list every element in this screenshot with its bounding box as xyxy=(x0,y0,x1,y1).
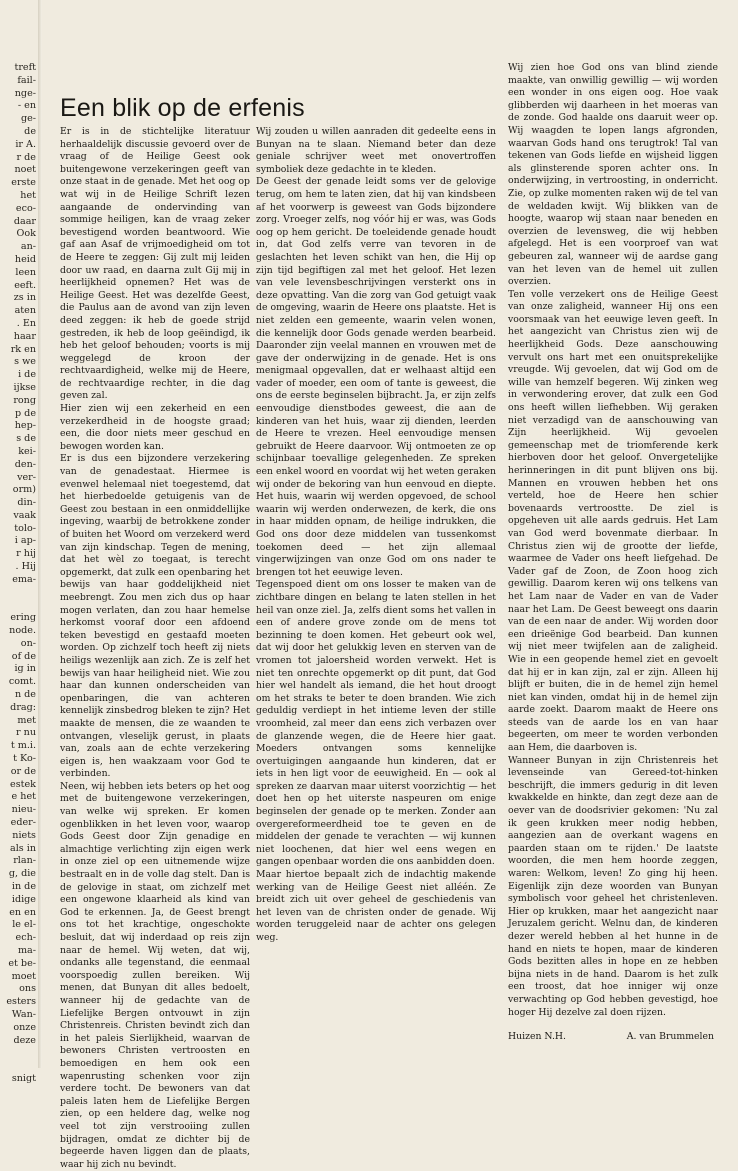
fragment-line: den- xyxy=(14,458,36,470)
paragraph: Er is in de stichtelijke literatuur herhaaldelijk discussie gevoerd over de vraag of de Heilige Geest ook buitengewone verzekeringen geeft van onze staat in de genade. Met het oog op wat wij in de Heilige Schrift lezen aangaande de ondervinding van sommige heiligen, kan de vraag zeker bevestigend worden beantwoord. Wie gaf aan Asaf de vrijmoedigheid om tot de Heere te zeggen: Gij zult mij leiden door uw raad, en daarna zult Gij mij in heerlijkheid opnemen? Het was de Heilige Geest. Het was dezelfde Geest, die Paulus aan de avond van zijn leven deed zeggen: ik heb de goede strijd gestreden, ik heb de loop geëindigd, ik heb het geloof behouden; voorts is mij weggelegd de kroon der rechtvaardigheid, welke mij de Heere, de rechtvaardige rechter, in die dag geven zal. xyxy=(60,126,250,402)
fragment-line: s we xyxy=(14,356,36,368)
fragment-line: zs in xyxy=(13,292,36,304)
fragment-line: le el- xyxy=(12,919,36,931)
fragment-line: et be- xyxy=(8,957,36,969)
fragment-line: . En xyxy=(16,317,36,329)
fragment-line: in de xyxy=(11,881,36,892)
fragment-line: or de xyxy=(10,765,36,777)
page-fold-shadow xyxy=(38,0,42,1068)
fragment-line: aten xyxy=(14,305,36,317)
fragment-line: node. xyxy=(9,625,36,637)
fragment-line: r hij xyxy=(16,548,36,560)
paragraph: Wanneer Bunyan in zijn Christenreis het levenseinde van Gereed-tot-hinken beschrijft, die immers gedurig in dit leven kwakkelde en hinkte, dan zegt deze aan de oever van de doodsrivier gekomen: 'Nu zal ik geen krukken meer nodig hebben, aangezien aan de overkant wagens en paarden staan om te rijden.' De laatste woorden, die men hem hoorde zeggen, waren: Welkom, leven! Zo ging hij heen. Eigenlijk zijn deze woorden van Bunyan symbolisch voor geheel het christenleven. Hier op krukken, maar het aangezicht naar Jeruzalem gericht. Welnu dan, de kinderen dezer wereld hebben al het hunne in de hand en niets te hopen, maar de kinderen Gods bezitten alles in hope en ze hebben bijna niets in de hand. Daarom is het zulk een troost, dat hoe inniger wij onze verwachting op God hebben gevestigd, hoe hoger Hij dezelve zal doen rijzen. xyxy=(508,754,718,1018)
fragment-line: de xyxy=(24,125,36,137)
fragment-line: din- xyxy=(17,497,36,509)
fragment-line xyxy=(0,1060,36,1073)
paragraph: Tegenspoed dient om ons losser te maken van de zichtbare dingen en belang te laten stellen in het heil van onze ziel. Ja, zelfs dient soms het vallen in een of andere grove zonde om de mens tot bezinning te doen komen. Het gebeurt ook wel, dat wij door het gelukkig leven en sterven van de vromen tot jaloersheid worden verwekt. Het is niet ten onrechte opgemerkt op dit punt, dat God hier wel handelt als iemand, die het hout droogt om het straks te beter te doen branden. Wie zich geduldig verdiept in het intieme leven der stille vroomheid, zal meer dan eens zich verbazen over de glanzende wegen, die de Heere hier gaat. Moeders ontvangen soms kennelijke overtuigingen aangaande hun kinderen, dat er iets in hen ligt voor de eeuwigheid. En — ook al spreken ze daarvan maar uiterst voorzichtig — het doet hen op het uiterste naspeuren om enige beginselen der genade op te merken. Zonder aan overgereformeerdheid toe te geven en de middelen der genade te verachten — wij kunnen niet loochenen, dat hier wel eens wegen en gangen openbaar worden die ons aanbidden doen. xyxy=(256,579,496,868)
fragment-line: als in xyxy=(9,842,36,854)
fragment-line: i de xyxy=(18,369,36,381)
signature-author: A. van Brummelen xyxy=(626,1031,714,1043)
fragment-line: vaak xyxy=(13,509,36,521)
fragment-line: kei- xyxy=(18,445,36,457)
fragment-line: s de xyxy=(16,433,36,445)
fragment-line: ir A. xyxy=(15,138,36,150)
fragment-line: orm) xyxy=(12,484,36,496)
fragment-line: ema- xyxy=(12,573,36,585)
fragment-line: ering xyxy=(10,612,36,624)
fragment-line: nge- xyxy=(14,87,36,99)
fragment-line: ig in xyxy=(14,663,36,675)
fragment-line: onze xyxy=(13,1021,36,1033)
fragment-line: ech- xyxy=(15,932,36,944)
fragment-line: hep- xyxy=(14,420,36,432)
fragment-line: t Ko- xyxy=(13,753,36,765)
fragment-line: het xyxy=(20,189,36,201)
fragment-line: deze xyxy=(13,1034,36,1046)
fragment-line: e het xyxy=(11,791,36,803)
fragment-line: rlan- xyxy=(13,855,36,867)
paragraph: Er is dus een bijzondere verzekering van de genadestaat. Hiermee is evenwel helemaal niet toegestemd, dat het hierbedoelde getuigenis van de Geest zou bestaan in een onmiddellijke ingeving, waarbij de betrokkene zonder of buiten het Woord om verzekerd werd van zijn kindschap. Tegen de mening, dat het wèl zo toegaat, is terecht opgemerkt, dat zulk een openbaring het bewijs van haar goddelijkheid niet meebrengt. Zou men zich dus op haar mogen verlaten, dan zou haar hemelse herkomst vooraf door een afdoend teken bevestigd en gestaafd moeten worden. Op zichzelf toch heeft zij niets heiligs wezenlijk aan zich. Ze is zelf het bewijs van haar heiligheid niet. Wie zou haar dan kunnen onderscheiden van openbaringen, die van achteren kennelijk zinsbedrog bleken te zijn? Het maakte de mensen, die ze waanden te ontvangen, vleselijk gerust, in plaats van, zoals aan de echte verzekering eigen is, hen waakzaam voor God te verbinden. xyxy=(60,453,250,780)
fragment-line: eco- xyxy=(15,202,36,214)
fragment-line: rong xyxy=(13,394,36,406)
fragment-line: n de xyxy=(14,689,36,701)
fragment-line: r nu xyxy=(16,727,36,739)
signature-place: Huizen N.H. xyxy=(508,1031,566,1043)
paragraph: Hier zien wij een zekerheid en een verzekerdheid in de hoogste graad; een, die door niets meer geschud en bewogen worden kan. xyxy=(60,403,250,452)
fragment-line: comt. xyxy=(8,676,36,688)
fragment-line xyxy=(0,599,36,612)
signature-line xyxy=(508,1031,718,1044)
fragment-line: nieu- xyxy=(11,804,36,816)
fragment-line: noet xyxy=(14,164,36,176)
fragment-line: i ap- xyxy=(14,535,36,547)
fragment-line: ver- xyxy=(17,471,36,483)
fragment-line: r de xyxy=(16,151,36,163)
fragment-line: moet xyxy=(11,970,36,982)
fragment-line: en en xyxy=(9,906,36,918)
fragment-line xyxy=(0,587,36,600)
fragment-line: ma- xyxy=(17,944,36,956)
paragraph: Ten volle verzekert ons de Heilige Geest van onze zaligheid, wanneer Hij ons een voorsmaak van het eeuwige leven geeft. In het aangezicht van Christus zien wij de heerlijkheid Gods. Deze aanschouwing vervult ons hart met een onuitsprekelijke vreugde. Wij gevoelen, dat wij God om de wille van hemzelf begeren. Wij zinken weg in verwondering erover, dat zulk een God ons heeft willen liefhebben. Wij geraken niet verzadigd van de aanschouwing van Zijn heerlijkheid. Wij gevoelen gemeenschap met de triomferende kerk hierboven door het geloof. Onvergetelijke herinneringen in dit punt blijven ons bij. Mannen en vrouwen hebben het ons verteld, hoe de Heere hen schier bovenaards vertroostte. De ziel is opgeheven uit alle aards gedruis. Het Lam van God werd bovenmate dierbaar. In Christus zien wij de grootte der liefde, waarmee de Vader ons heeft liefgehad. De Vader gaf de Zoon, de Zoon hoog zich gewillig. Daarom keren wij ons telkens van het Lam naar de Vader en van de Vader naar het Lam. De Geest beweegt ons daarin van de een naar de ander. Wij worden door een drieënige God bearbeid. Dan kunnen wij niet meer twijfelen aan de zaligheid. Wie in een geopende hemel ziet en gevoelt dat hij er in kan zijn, zal er zijn. Alleen hij blijft er buiten, die in de hemel zijn hemel niet kan vinden, omdat hij in de hemel zijn aarde zoekt. Daarom maakt de Heere ons steeds van de aarde los en van haar begeerten, om meer te worden verbonden aan Hem, die daarboven is. xyxy=(508,288,718,754)
paragraph: Wij zouden u willen aanraden dit gedeelte eens in Bunyan na te slaan. Niemand beter dan deze geniale schrijver weet met onovertroffen symboliek deze gedachte in te kleden. xyxy=(256,126,496,175)
article-column-2 xyxy=(256,126,496,1026)
previous-page-fragment xyxy=(0,62,36,1084)
fragment-line: heid xyxy=(14,253,36,265)
fragment-line: g, die xyxy=(8,868,36,880)
fragment-line: fail- xyxy=(17,74,36,86)
paragraph: Wij zien hoe God ons van blind ziende maakte, van onwillig gewillig — wij worden een wonder in ons eigen oog. Hoe vaak glibberden wij daarheen in het moeras van de zonde. God haalde ons daaruit weer op. Wij waagden te lopen langs afgronden, waarvan Gods hand ons terugtrok! Tal van tekenen van Gods liefde en wijsheid liggen als glinsterende sporen achter ons. In onderwijzing, in vertroosting, in onderricht. Zie, op zulke momenten raken wij de tel van de weldaden kwijt. Wij blikken van de hoogte, waarop wij staan naar beneden en overzien de levensweg, die wij hebben afgelegd. Het is een voorproef van wat gebeuren zal, wanneer wij de aardse gang van het leven van de hemel uit zullen overzien. xyxy=(508,62,718,288)
fragment-line: p de xyxy=(14,407,36,419)
article-column-3 xyxy=(508,62,718,1043)
fragment-line: tolo- xyxy=(14,522,36,534)
fragment-line: rk en xyxy=(10,343,36,355)
fragment-line: eder- xyxy=(10,817,36,829)
fragment-line: ons xyxy=(19,983,36,995)
fragment-line: on- xyxy=(20,637,36,649)
fragment-line: ijkse xyxy=(13,381,36,393)
fragment-line: drag: xyxy=(10,701,36,713)
fragment-line: . Hij xyxy=(15,561,36,573)
article-column-1 xyxy=(60,126,250,1170)
fragment-line: an- xyxy=(20,241,36,253)
fragment-line: t m.i. xyxy=(10,740,36,752)
fragment-line: haar xyxy=(13,330,36,342)
fragment-line: snigt xyxy=(11,1072,36,1084)
fragment-line: eeft. xyxy=(14,279,36,291)
paragraph: De Geest der genade leidt soms ver de gelovige terug, om hem te laten zien, dat hij van kindsbeen af het voorwerp is geweest van Gods bijzondere zorg. Vroeger zelfs, nog vóór hij er was, was Gods oog op hem gericht. De toeleidende genade houdt in, dat God zelfs verre van tevoren in de geslachten het leven schikt van hen, die Hij op zijn tijd begiftigen zal met het geloof. Het lezen van vele levensbeschrijvingen versterkt ons in deze opvatting. Van die zorg van God getuigt vaak de omgeving, waarin de Heere ons plaatste. Het is niet zelden een gemeente, waarin velen wonen, die kennelijk door Gods genade werden bearbeid. Daaronder zijn veelal mannen en vrouwen met de gave der onderwijzing in de genade. Het is ons menigmaal opgevallen, dat er welhaast altijd een vader of moeder, een oom of tante is geweest, die ons de eerste beginselen bijbracht. Ja, er zijn zelfs eenvoudige dienstbodes geweest, die aan de kinderen van het huis, waar zij dienden, leerden de Heere te vrezen. Heel eenvoudige mensen gebruikt de Heere daarvoor. Wij ontmoeten ze op schijnbaar toevallige gelegenheden. Ze spreken een enkel woord en voordat wij het weten geraken wij onder de bekoring van hun eenvoud en diepte. Het huis, waarin wij werden opgevoed, de school waarin wij werden onderwezen, de kerk, die ons in haar midden opnam, de heilige indrukken, die God ons door deze middelen van tussenkomst toekomen deed — het zijn allemaal vingerwijzingen van onze God om ons nader te brengen tot het eeuwige leven. xyxy=(256,176,496,578)
paragraph: Neen, wij hebben iets beters op het oog met de buitengewone verzekeringen, van welke wij spreken. Er komen ogenblikken in het leven voor, waarop Gods Geest door Zijn genadige en almachtige verlichting zijn eigen werk in onze ziel op een uitnemende wijze bestraalt en in de volle dag stelt. Dan is de gelovige in staat, om zichzelf met een ongewone klaarheid als kind van God te erkennen. Ja, de Geest brengt ons tot het krachtige, ongeschokte besluit, dat wij inderdaad op reis zijn naar de hemel. Wij weten, dat wij, ondanks alle tegenstand, die eenmaal voorspoedig zullen bereiken. Wij menen, dat Bunyan dit alles bedoelt, wanneer hij de gedachte van de Liefelijke Bergen ontvouwt in zijn Christenreis. Christen bevindt zich dan in het paleis Sierlijkheid, waarvan de bewoners Christen vertroosten en bemoedigen en hem ook een wapenrusting schenken voor zijn verdere tocht. De bewoners van dat paleis laten hem de Liefelijke Bergen zien, op een heldere dag, welke nog veel tot zijn verstrooiing zullen bijdragen, omdat ze dichter bij de begeerde haven liggen dan de plaats, waar hij zich nu bevindt. xyxy=(60,780,250,1170)
fragment-line: estek xyxy=(10,778,36,790)
fragment-line xyxy=(0,1047,36,1060)
fragment-line: Wan- xyxy=(11,1008,36,1020)
fragment-line: erste xyxy=(11,177,36,189)
fragment-line: treft xyxy=(14,62,36,73)
fragment-line: - en xyxy=(17,100,36,112)
fragment-line: leen xyxy=(15,266,36,278)
fragment-line: Ook xyxy=(16,228,36,240)
fragment-line: of de xyxy=(11,650,36,662)
fragment-line: niets xyxy=(12,829,36,841)
fragment-line: met xyxy=(17,714,36,726)
fragment-line: daar xyxy=(13,215,36,227)
fragment-line: ge- xyxy=(20,113,36,125)
fragment-line: idige xyxy=(11,893,36,905)
article-title: Een blik op de erfenis xyxy=(60,94,305,122)
paragraph: Maar hiertoe bepaalt zich de indachtig makende werking van de Heilige Geest niet alléén. Ze breidt zich uit over geheel de geschiedenis van het leven van de christen onder de genade. Wij worden teruggeleid naar de achter ons gelegen weg. xyxy=(256,869,496,943)
fragment-line: esters xyxy=(6,996,36,1008)
